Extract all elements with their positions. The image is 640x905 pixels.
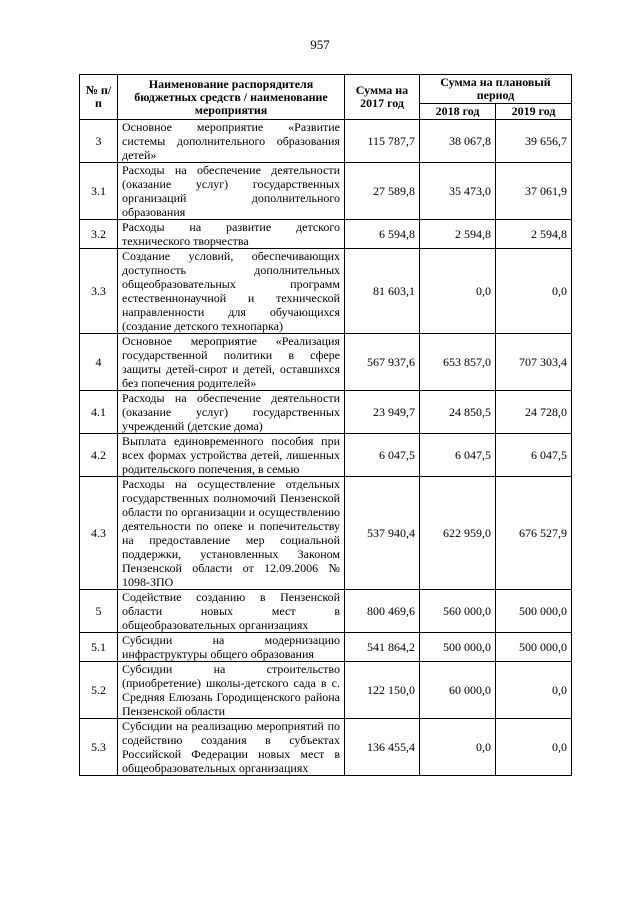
row-number: 3.1 [80, 163, 118, 220]
row-name: Расходы на обеспечение деятельности (оказание услуг) государственных учреждений (детские дома) [118, 391, 345, 434]
table-row [80, 719, 572, 776]
row-sum-2019: 0,0 [496, 662, 572, 719]
table-row [80, 163, 572, 220]
row-sum-2019: 6 047,5 [496, 434, 572, 477]
row-sum-2019: 37 061,9 [496, 163, 572, 220]
row-sum-2017: 27 589,8 [345, 163, 420, 220]
table-header [80, 75, 572, 120]
row-sum-2018: 0,0 [420, 719, 496, 776]
row-number: 5.2 [80, 662, 118, 719]
row-sum-2017: 541 864,2 [345, 633, 420, 662]
row-sum-2019: 707 303,4 [496, 334, 572, 391]
row-sum-2017: 6 594,8 [345, 220, 420, 249]
row-name: Расходы на осуществление отдельных государственных полномочий Пензенской области по организации и осуществлению деятельности по опеке и попечительству на предоставление мер социальной поддержки, установленных Законом Пензенской области от 12.09.2006 № 1098-ЗПО [118, 477, 345, 590]
table-row [80, 590, 572, 633]
row-number: 4.3 [80, 477, 118, 590]
budget-table [79, 74, 572, 776]
row-name: Создание условий, обеспечивающих доступность дополнительных общеобразовательных программ естественнонаучной и технической направленности для обучающихся (создание детского технопарка) [118, 249, 345, 334]
row-sum-2018: 560 000,0 [420, 590, 496, 633]
header-2018: 2018 год [420, 104, 496, 120]
row-number: 3 [80, 120, 118, 163]
row-number: 3.2 [80, 220, 118, 249]
table-row [80, 633, 572, 662]
row-number: 5.1 [80, 633, 118, 662]
row-number: 4 [80, 334, 118, 391]
row-number: 3.3 [80, 249, 118, 334]
row-name: Субсидии на реализацию мероприятий по содействию создания в субъектах Российской Федерации новых мест в общеобразовательных организациях [118, 719, 345, 776]
table-row [80, 477, 572, 590]
table-row [80, 249, 572, 334]
row-sum-2019: 500 000,0 [496, 633, 572, 662]
row-sum-2019: 0,0 [496, 719, 572, 776]
row-sum-2018: 0,0 [420, 249, 496, 334]
table-row [80, 662, 572, 719]
row-sum-2017: 81 603,1 [345, 249, 420, 334]
row-sum-2017: 115 787,7 [345, 120, 420, 163]
row-sum-2018: 24 850,5 [420, 391, 496, 434]
row-name: Субсидии на строительство (приобретение) школы-детского сада в с. Средняя Елюзань Городищенского района Пензенской области [118, 662, 345, 719]
row-sum-2018: 500 000,0 [420, 633, 496, 662]
row-sum-2017: 136 455,4 [345, 719, 420, 776]
row-sum-2019: 500 000,0 [496, 590, 572, 633]
row-sum-2018: 35 473,0 [420, 163, 496, 220]
header-2019: 2019 год [496, 104, 572, 120]
table-row [80, 391, 572, 434]
row-sum-2019: 0,0 [496, 249, 572, 334]
row-name: Содействие созданию в Пензенской области новых мест в общеобразовательных организациях [118, 590, 345, 633]
table-row [80, 120, 572, 163]
row-name: Основное мероприятие «Развитие системы дополнительного образования детей» [118, 120, 345, 163]
row-name: Субсидии на модернизацию инфраструктуры общего образования [118, 633, 345, 662]
row-name: Расходы на обеспечение деятельности (оказание услуг) государственных организаций дополнительного образования [118, 163, 345, 220]
table-row [80, 434, 572, 477]
row-sum-2017: 23 949,7 [345, 391, 420, 434]
row-sum-2019: 39 656,7 [496, 120, 572, 163]
row-sum-2017: 122 150,0 [345, 662, 420, 719]
page-number: 957 [310, 37, 330, 52]
row-sum-2017: 567 937,6 [345, 334, 420, 391]
row-sum-2019: 676 527,9 [496, 477, 572, 590]
row-sum-2018: 6 047,5 [420, 434, 496, 477]
header-planned-period: Сумма на плановый период [420, 75, 572, 104]
row-name: Расходы на развитие детского технического творчества [118, 220, 345, 249]
row-number: 4.1 [80, 391, 118, 434]
row-sum-2018: 38 067,8 [420, 120, 496, 163]
row-number: 5.3 [80, 719, 118, 776]
row-sum-2018: 60 000,0 [420, 662, 496, 719]
row-sum-2017: 537 940,4 [345, 477, 420, 590]
row-sum-2019: 2 594,8 [496, 220, 572, 249]
row-sum-2017: 800 469,6 [345, 590, 420, 633]
table-row [80, 220, 572, 249]
table-row [80, 334, 572, 391]
row-number: 4.2 [80, 434, 118, 477]
row-sum-2018: 622 959,0 [420, 477, 496, 590]
row-name: Выплата единовременного пособия при всех формах устройства детей, лишенных родительского попечения, в семью [118, 434, 345, 477]
row-number: 5 [80, 590, 118, 633]
header-name: Наименование распорядителя бюджетных средств / наименование мероприятия [118, 75, 345, 120]
row-sum-2019: 24 728,0 [496, 391, 572, 434]
row-sum-2018: 2 594,8 [420, 220, 496, 249]
table-body [80, 120, 572, 776]
header-sum-2017: Сумма на 2017 год [345, 75, 420, 120]
row-name: Основное мероприятие «Реализация государственной политики в сфере защиты детей-сирот и детей, оставшихся без попечения родителей» [118, 334, 345, 391]
header-num: № п/п [80, 75, 118, 120]
row-sum-2017: 6 047,5 [345, 434, 420, 477]
row-sum-2018: 653 857,0 [420, 334, 496, 391]
